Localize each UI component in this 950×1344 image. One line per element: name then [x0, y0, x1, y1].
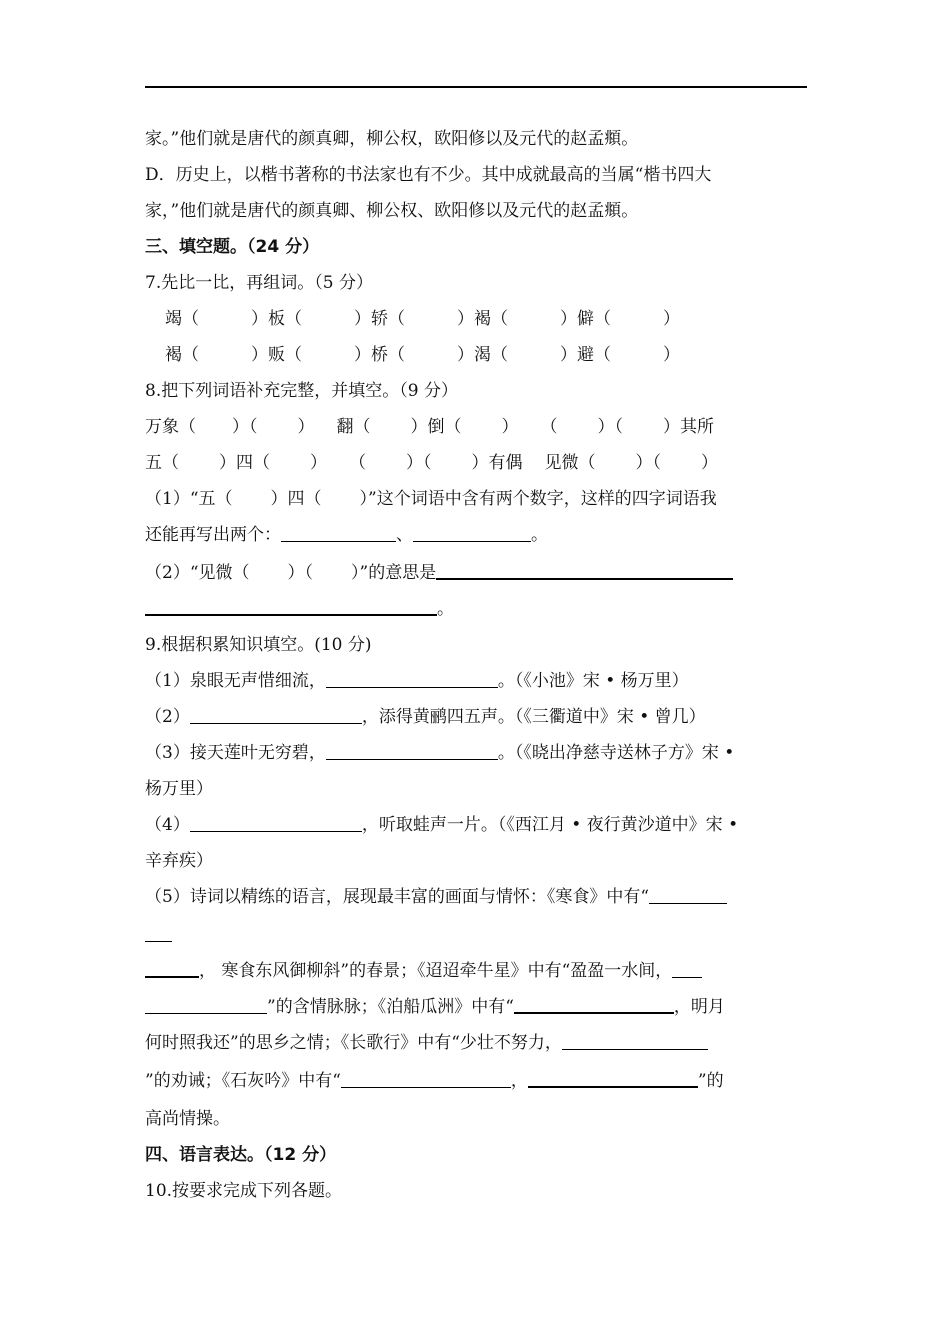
- q7-r2-c1[interactable]: ）贩（: [251, 345, 302, 365]
- blank-line[interactable]: [190, 722, 362, 724]
- q9-item-5-line2: [145, 960, 702, 982]
- q9-item-4: [145, 814, 738, 836]
- q9-item-4-cont: 辛弃疾）: [145, 851, 213, 871]
- q9-item-5-line5: [145, 1070, 724, 1092]
- q9-p4-a: （4）: [145, 815, 190, 835]
- q9-item-5-line4: [145, 1032, 708, 1054]
- blank-line[interactable]: [341, 1086, 511, 1088]
- blank-line[interactable]: [326, 758, 498, 760]
- blank-line[interactable]: [326, 686, 498, 688]
- q9-p3-b: 。（《晓出净慈寺送林子方》宋 •: [497, 743, 735, 763]
- q9-p5-g: ，: [510, 1071, 528, 1091]
- q9-p5-e: 何时照我还”的思乡之情；《长歌行》中有“少壮不努力，: [145, 1033, 562, 1053]
- q7-r1-c0: 竭（: [165, 309, 199, 329]
- q9-p5-d: ，明月: [673, 997, 725, 1017]
- blank-line[interactable]: [413, 540, 531, 542]
- q8-r1-c6[interactable]: （: [540, 417, 558, 437]
- q8-s1-a: （1）“五（: [145, 489, 233, 509]
- q7-r1-c3[interactable]: ）褐（: [457, 309, 508, 329]
- q8-sub-2-cont: [145, 598, 454, 620]
- q8-r1-c2[interactable]: ）: [297, 417, 315, 437]
- q8-row-2: [145, 452, 718, 474]
- q7-r1-c1[interactable]: ）板（: [251, 309, 302, 329]
- blank-line[interactable]: [190, 830, 362, 832]
- q7-title: 7.先比一比，再组词。（5 分）: [145, 273, 373, 293]
- q9-p5-h: ”的: [697, 1071, 724, 1091]
- q9-p2-a: （2）: [145, 707, 190, 727]
- q8-r1-c1[interactable]: ）（: [232, 417, 258, 437]
- q9-item-3: [145, 742, 734, 764]
- q8-r1-c5[interactable]: ）: [501, 417, 519, 437]
- q8-s1-e: 、: [396, 525, 413, 545]
- blank-line[interactable]: [514, 1011, 674, 1014]
- q9-p5-f: ”的劝诫；《石灰吟》中有“: [145, 1071, 341, 1091]
- q9-p5-b: ， 寒食东风御柳斜”的春景；《迢迢牵牛星》中有“盈盈一水间，: [199, 961, 673, 981]
- q8-r2-c6: 见微（: [544, 453, 596, 473]
- q8-r2-c1[interactable]: ）四（: [219, 453, 270, 473]
- q9-item-5: [145, 886, 727, 908]
- blank-line[interactable]: [145, 1012, 267, 1014]
- blank-line[interactable]: [562, 1048, 708, 1050]
- q7-row-1: [165, 308, 680, 330]
- q8-sub-1-cont: [145, 524, 548, 546]
- q7-r2-c5[interactable]: ）: [663, 345, 680, 365]
- q9-title: 9.根据积累知识填空。(10 分): [145, 635, 372, 655]
- blank-line[interactable]: [672, 976, 702, 978]
- blank-line[interactable]: [649, 902, 727, 904]
- q9-p3-a: （3）接天莲叶无穷碧，: [145, 743, 326, 763]
- section-4-heading: 四、语言表达。（12 分）: [145, 1145, 337, 1165]
- q8-r2-c7[interactable]: ）（: [635, 453, 661, 473]
- header-rule: [145, 86, 807, 88]
- blank-line[interactable]: [145, 975, 199, 978]
- q8-r1-c4[interactable]: ）倒（: [410, 417, 462, 437]
- q8-s1-d: 还能再写出两个：: [145, 525, 281, 545]
- q9-item-5-line3: [145, 996, 725, 1018]
- q8-s1-f: 。: [531, 525, 548, 545]
- blank-line[interactable]: [145, 940, 172, 942]
- q8-sub-2: [145, 562, 733, 584]
- q9-p5-c: ”的含情脉脉；《泊船瓜洲》中有“: [267, 997, 514, 1017]
- q7-r2-c0: 褐（: [165, 345, 199, 365]
- q9-p5-a: （5）诗词以精练的语言，展现最丰富的画面与情怀：《寒食》中有“: [145, 887, 650, 907]
- q8-r1-c8[interactable]: ）其所: [663, 417, 714, 437]
- q7-r1-c4[interactable]: ）僻（: [560, 309, 611, 329]
- q7-r2-c2[interactable]: ）桥（: [354, 345, 405, 365]
- q8-r1-c7[interactable]: ）（: [597, 417, 623, 437]
- q9-p1-b: 。（《小池》宋 • 杨万里）: [497, 671, 689, 691]
- q10-title: 10.按要求完成下列各题。: [145, 1181, 343, 1201]
- q9-item-2: [145, 706, 706, 728]
- q8-title: 8.把下列词语补充完整，并填空。（9 分）: [145, 381, 458, 401]
- q8-s2-c[interactable]: ）”的意思是: [351, 563, 437, 583]
- q8-sub-1: [145, 488, 717, 510]
- q7-r1-c2[interactable]: ）轿（: [354, 309, 405, 329]
- section-3-heading: 三、填空题。（24 分）: [145, 237, 320, 257]
- q8-s2-b[interactable]: ）（: [287, 563, 314, 583]
- option-d-line2: 家，”他们就是唐代的颜真卿、柳公权、欧阳修以及元代的赵孟頫。: [145, 201, 639, 221]
- q8-r2-c3[interactable]: （: [349, 453, 366, 473]
- q8-s1-b[interactable]: ）四（: [270, 489, 322, 509]
- q9-p2-b: ，添得黄鹂四五声。（《三衢道中》宋 • 曾几）: [361, 707, 706, 727]
- q8-r2-c5[interactable]: ）有偶: [471, 453, 523, 473]
- option-d-line1: D．历史上，以楷书著称的书法家也有不少。其中成就最高的当属“楷书四大: [145, 165, 712, 185]
- blank-line[interactable]: [145, 613, 437, 616]
- q7-row-2: [165, 344, 680, 366]
- q7-r1-c5[interactable]: ）: [663, 309, 680, 329]
- q8-r2-c2[interactable]: ）: [310, 453, 327, 473]
- blank-line[interactable]: [528, 1085, 698, 1088]
- blank-line[interactable]: [281, 540, 396, 542]
- q9-item-1: [145, 670, 689, 692]
- q8-r2-c4[interactable]: ）（: [406, 453, 432, 473]
- blank-line[interactable]: [436, 577, 733, 580]
- q8-r2-c0: 五（: [145, 453, 179, 473]
- q8-s1-c[interactable]: ）”这个词语中含有两个数字，这样的四字词语我: [359, 489, 717, 509]
- q7-r2-c4[interactable]: ）避（: [560, 345, 611, 365]
- q8-row-1: [145, 416, 714, 438]
- q8-r1-c0: 万象（: [145, 417, 196, 437]
- q9-p4-b: ，听取蛙声一片。（《西江月 • 夜行黄沙道中》宋 •: [361, 815, 739, 835]
- option-c-tail: 家。”他们就是唐代的颜真卿，柳公权，欧阳修以及元代的赵孟頫。: [145, 129, 639, 149]
- q7-r2-c3[interactable]: ）渴（: [457, 345, 508, 365]
- q9-p1-a: （1）泉眼无声惜细流，: [145, 671, 326, 691]
- q8-s2-d: 。: [437, 599, 454, 619]
- q9-item-5-line6: 高尚情操。: [145, 1109, 230, 1129]
- q9-item-3-cont: 杨万里）: [145, 779, 213, 799]
- q8-s2-a: （2）“见微（: [145, 563, 250, 583]
- q8-r1-c3: 翻（: [336, 417, 371, 437]
- q8-r2-c8[interactable]: ）: [701, 453, 718, 473]
